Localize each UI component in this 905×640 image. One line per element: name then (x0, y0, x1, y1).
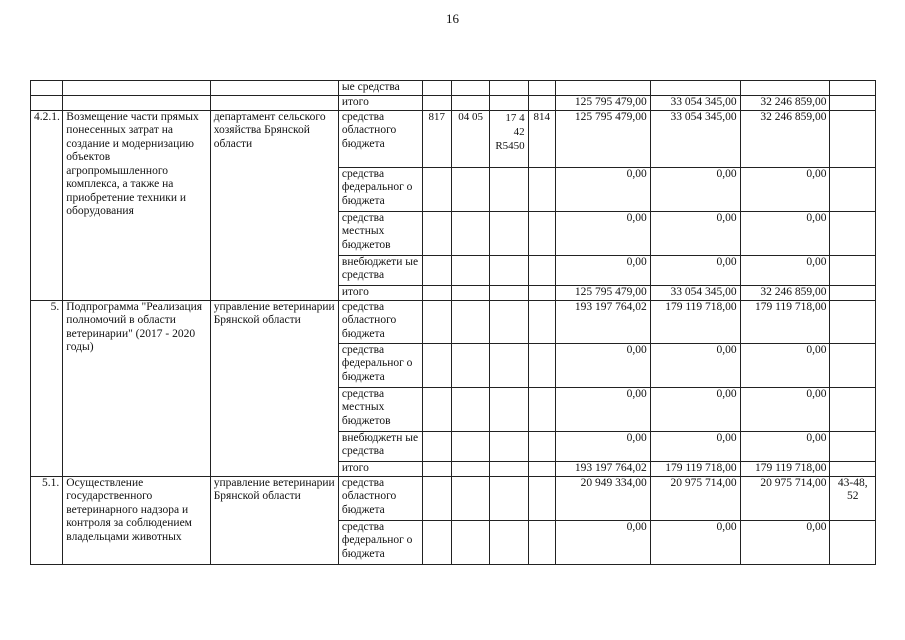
measure-name: Осуществление государственного ветеринарного надзора и контроля за соблюдением владельцами животных (63, 476, 210, 564)
value-cell: 193 197 764,02 (555, 300, 650, 343)
source-cell: внебюджетн ые средства (338, 431, 422, 461)
value-cell: 0,00 (555, 343, 650, 387)
value-cell: 125 795 479,00 (555, 96, 650, 111)
value-cell: 0,00 (555, 255, 650, 285)
measure-name: Возмещение части прямых понесенных затрат на создание и модернизацию объектов агропромышленного комплекса, а также на приобретение техники и оборудования (63, 110, 210, 300)
table-row (31, 110, 876, 167)
table-row (31, 96, 876, 111)
value-cell: 0,00 (555, 431, 650, 461)
executor: управление ветеринарии Брянской области (210, 476, 338, 564)
value-cell: 0,00 (740, 211, 830, 255)
source-cell: итого (338, 461, 422, 476)
table-row (31, 476, 876, 520)
value-cell: 20 949 334,00 (555, 476, 650, 520)
csr-code: 17 4 42 R5450 (490, 110, 528, 167)
value-cell: 0,00 (555, 211, 650, 255)
source-cell: средства федеральног о бюджета (338, 167, 422, 211)
value-cell: 0,00 (740, 387, 830, 431)
executor: управление ветеринарии Брянской области (210, 300, 338, 476)
source-cell: средства местных бюджетов (338, 387, 422, 431)
source-cell: средства областного бюджета (338, 110, 422, 167)
value-cell: 0,00 (650, 387, 740, 431)
executor: департамент сельского хозяйства Брянской области (210, 110, 338, 300)
value-cell: 20 975 714,00 (650, 476, 740, 520)
value-cell: 0,00 (740, 431, 830, 461)
value-cell: 179 119 718,00 (740, 461, 830, 476)
value-cell: 0,00 (650, 431, 740, 461)
value-cell: 32 246 859,00 (740, 285, 830, 300)
value-cell: 0,00 (740, 255, 830, 285)
row-index: 5.1. (31, 476, 63, 564)
value-cell: 193 197 764,02 (555, 461, 650, 476)
table-row (31, 300, 876, 343)
source-cell: средства областного бюджета (338, 300, 422, 343)
value-cell: 179 119 718,00 (740, 300, 830, 343)
value-cell: 0,00 (555, 167, 650, 211)
value-cell: 0,00 (740, 343, 830, 387)
vr-code: 814 (528, 110, 555, 167)
value-cell: 0,00 (555, 520, 650, 564)
value-cell: 0,00 (740, 167, 830, 211)
source-cell: средства местных бюджетов (338, 211, 422, 255)
value-cell: 0,00 (650, 520, 740, 564)
value-cell: 179 119 718,00 (650, 300, 740, 343)
source-cell: средства областного бюджета (338, 476, 422, 520)
indicator-refs: 43-48, 52 (830, 476, 876, 520)
grbs-code: 817 (422, 110, 451, 167)
value-cell: 20 975 714,00 (740, 476, 830, 520)
source-cell: итого (338, 96, 422, 111)
value-cell: 0,00 (650, 167, 740, 211)
row-index: 5. (31, 300, 63, 476)
table-row (31, 81, 876, 96)
value-cell: 33 054 345,00 (650, 110, 740, 167)
page-number: 16 (446, 11, 459, 26)
value-cell: 32 246 859,00 (740, 110, 830, 167)
value-cell: 0,00 (555, 387, 650, 431)
value-cell: 125 795 479,00 (555, 285, 650, 300)
value-cell: 33 054 345,00 (650, 285, 740, 300)
source-cell: средства федеральног о бюджета (338, 520, 422, 564)
value-cell: 0,00 (650, 211, 740, 255)
value-cell: 33 054 345,00 (650, 96, 740, 111)
source-cell: итого (338, 285, 422, 300)
value-cell: 125 795 479,00 (555, 110, 650, 167)
budget-table (30, 80, 876, 565)
source-cell: внебюджети ые средства (338, 255, 422, 285)
source-cell: ые средства (338, 81, 422, 96)
value-cell: 0,00 (650, 255, 740, 285)
value-cell: 0,00 (650, 343, 740, 387)
source-cell: средства федеральног о бюджета (338, 343, 422, 387)
value-cell: 0,00 (740, 520, 830, 564)
value-cell: 32 246 859,00 (740, 96, 830, 111)
row-index: 4.2.1. (31, 110, 63, 300)
rzpr-code: 04 05 (451, 110, 489, 167)
measure-name: Подпрограмма "Реализация полномочий в области ветеринарии" (2017 - 2020 годы) (63, 300, 210, 476)
value-cell: 179 119 718,00 (650, 461, 740, 476)
